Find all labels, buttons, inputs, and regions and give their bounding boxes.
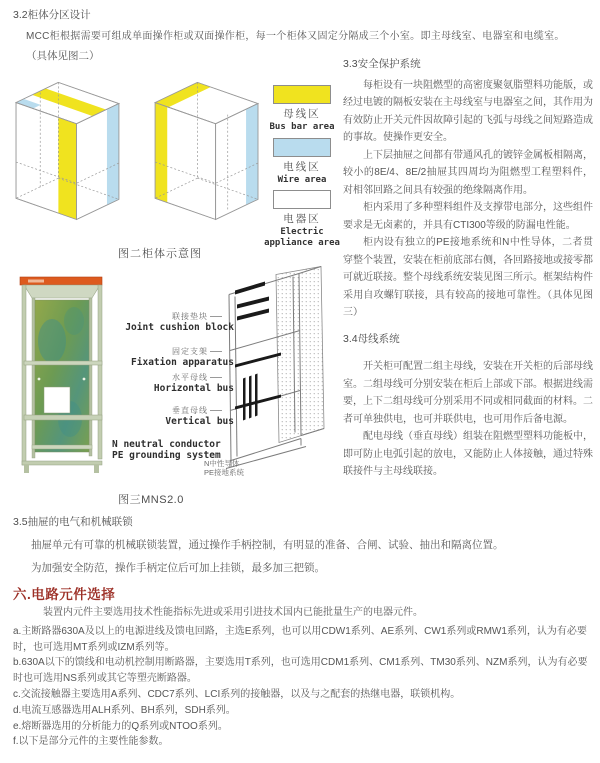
label-fixation-cn: 固定支架 <box>112 346 222 357</box>
figure2-caption: 图二柜体示意图 <box>118 248 202 260</box>
busbar-color-swatch <box>273 85 331 104</box>
section-3-3-paragraph-4: 柜内设有独立的PE接地系统和N中性导体，二者贯穿整个装置，安装在柜前底部右侧，各回路接地或接零都可就近联接。整个母线系统安装见图三所示。框架结构件采用自攻螺钉联接，具有较高的接地可靠性。（具体见图三） <box>343 237 593 318</box>
legend-row-wire <box>257 138 347 186</box>
label-n-neutral-cn: N中性导体 <box>204 459 240 468</box>
section-6-item-c: c.交流接触器主要选用A系列、CDC7系列、LCI系列的接触器，以及与之配套的热继电器，联锁机构。 <box>13 688 461 700</box>
legend-wire-en: Wire area <box>277 174 327 185</box>
section-3-2-note: （具体见图二） <box>26 50 100 62</box>
section-6-item-f: f.以下是部分元件的主要性能参数。 <box>13 736 169 748</box>
appliance-color-swatch <box>273 190 331 209</box>
section-3-2-heading: 3.2柜体分区设计 <box>13 9 91 21</box>
right-text-column <box>343 56 593 481</box>
figure2-cabinet-diagram <box>10 78 264 238</box>
section-3-3-paragraph-3: 柜内采用了多种塑料组件及支撑带电部分，这些组件要求是无卤素的，并具有CTI300等级的防漏电性能。 <box>343 202 593 231</box>
cabinet-right <box>155 82 258 219</box>
label-vertical-bus-cn: 垂直母线 <box>112 405 222 416</box>
legend-wire-cn: 电线区 <box>283 160 321 173</box>
legend-busbar-cn: 母线区 <box>283 108 321 120</box>
figure3-cabinet-photo <box>14 268 110 476</box>
photo-panel-cutout <box>44 387 70 413</box>
label-vertical-bus-en: Vertical bus <box>165 416 234 427</box>
wire-color-swatch <box>273 138 331 157</box>
label-fixation-en: Fixation apparatus <box>131 357 234 368</box>
section-3-2-paragraph: MCC柜根据需要可组成单面操作柜或双面操作柜，每一个柜体又固定分隔成三个小室。即主母线室、电器室和电缆室。 <box>26 31 565 42</box>
label-horizontal-bus-en: Horizontal bus <box>153 383 234 394</box>
section-6-item-d: d.电流互感器选用ALH系列、BH系列，SDH系列。 <box>13 704 236 716</box>
cabinet-left <box>16 82 119 219</box>
section-3-5-heading: 3.5抽屉的电气和机械联锁 <box>13 516 133 528</box>
figure2-legend <box>257 85 347 253</box>
legend-appliance-cn: 电器区 <box>283 213 321 225</box>
section-3-3-paragraph-1: 每柜设有一块阻燃型的高密度聚氨脂塑料功能版，或经过电镀的隔板安装在主母线室与电器室之间，其作用为有效防止开关元件因故障引起的飞弧与母线之间短路造成的事故。使操作更安全。 <box>343 79 593 143</box>
section-6-item-e: e.熔断器选用的分析能力的Q系列或NTOO系列。 <box>13 720 228 732</box>
label-pe-grounding-cn: PE接地系统 <box>204 468 245 477</box>
section-3-5-line-2: 为加强安全防范，操作手柄定位后可加上挂锁，最多加三把锁。 <box>31 562 325 574</box>
legend-row-busbar <box>257 85 347 133</box>
section-6-intro: 装置内元件主要选用技术性能指标先进或采用引进技术国内已能批量生产的电器元件。 <box>43 607 423 618</box>
busbars <box>235 282 281 421</box>
section-6-body <box>13 605 593 750</box>
section-6-item-b: b.630A以下的馈线和电动机控制用断路器，主要选用T系列，也可选用CDM1系列、CM1系列、TM30系列、NZM系列，认为有必要时也可选用NS系列或其它等塑壳断路器。 <box>13 657 588 685</box>
section-3-5-line-1: 抽屉单元有可靠的机械联锁装置，通过操作手柄控制，有明显的准备、合闸、试验、抽出和隔离位置。 <box>31 539 504 551</box>
legend-appliance-en: Electric appliance area <box>264 227 340 248</box>
section-3-3-paragraph-2: 上下层抽屉之间都有带通风孔的镀锌金属板相隔离，较小的8E/4、8E/2抽屉其四周均为阻燃型工程塑料件，对相邻回路之间具有较强的绝缘隔离作用。 <box>343 149 593 196</box>
legend-row-appliance <box>257 190 347 248</box>
label-pe-grounding-en: PE grounding system <box>112 449 221 461</box>
label-n-neutral-en: N neutral conductor <box>112 439 221 450</box>
label-joint-cushion-en: Joint cushion block <box>125 322 234 333</box>
label-n-pe-cn <box>204 459 244 477</box>
legend-busbar-en: Bus bar area <box>269 122 335 132</box>
label-horizontal-bus-cn: 水平母线 <box>112 372 222 383</box>
section-3-4-heading: 3.4母线系统 <box>343 332 400 345</box>
section-3-3-heading: 3.3安全保护系统 <box>343 58 421 70</box>
section-3-4-paragraph-2: 配电母线（垂直母线）组装在阻燃型塑料功能板中，即可防止电弧引起的放电，又能防止人体接触，通过特殊联接件与主母线联接。 <box>343 431 593 477</box>
section-6-item-a: a.主断路器630A及以上的电源进线及馈电回路，主选E系列，也可以用CDW1系列、AE系列、CW1系列或RMW1系列，认为有必要时，也可选用MT系列或IZM系列等。 <box>13 625 587 653</box>
section-6-heading: 六.电路元件选择 <box>13 587 116 602</box>
section-3-4-paragraph-1: 开关柜可配置二组主母线，安装在开关柜的后部母线室。二组母线可分别安装在柜后上部或下部。根据进线需要，上下二组母线可分别采用不同或相同截面的材料。二者可单独供电，也可并联供电，也可用作后备电源。 <box>343 361 593 425</box>
label-n-pe-en <box>112 440 242 461</box>
figure3-caption: 图三MNS2.0 <box>118 494 184 506</box>
label-joint-cushion-cn: 联接垫块 <box>112 311 222 322</box>
